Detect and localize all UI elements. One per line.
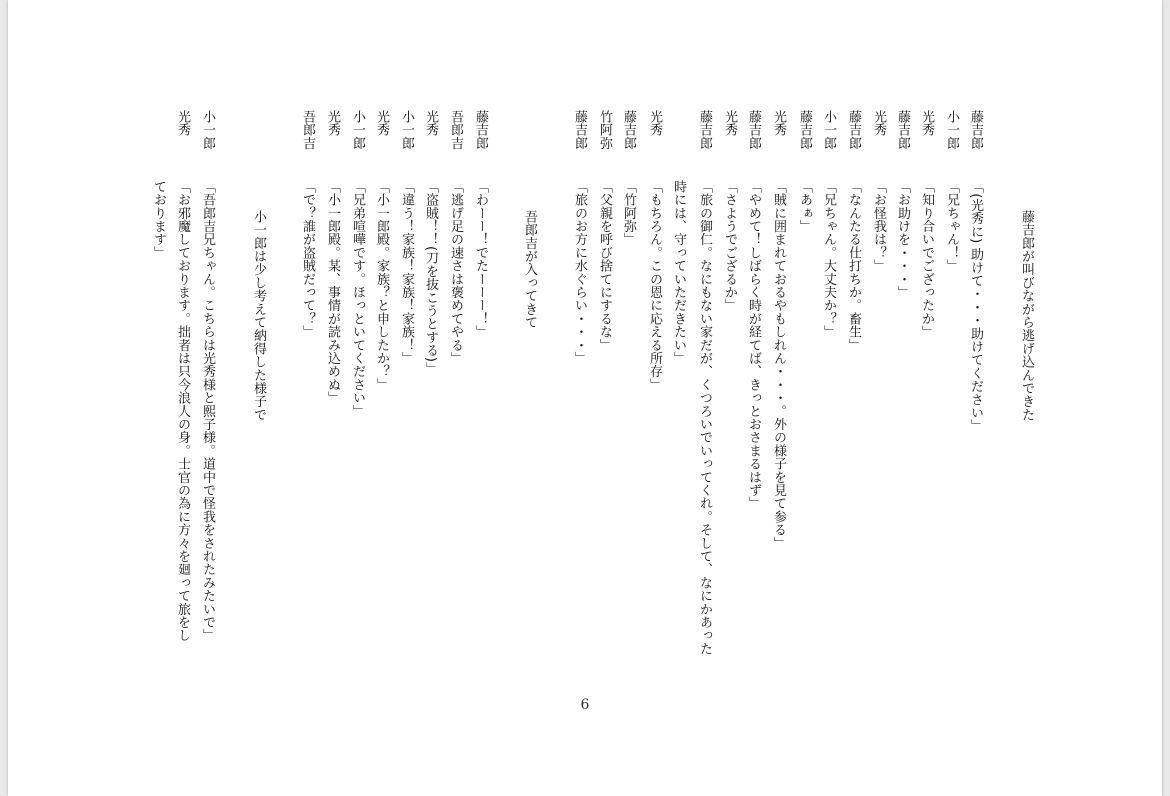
speaker-name: 光秀 — [771, 110, 786, 137]
speaker-name: 藤吉郎 — [746, 110, 761, 150]
dialogue-line: 「小一郎殿。某、事情が読み込めぬ」 — [325, 180, 340, 405]
dialogue-line: 「(光秀に) 助けて・・・助けてください」 — [968, 180, 983, 433]
document-page — [8, 0, 1162, 796]
dialogue-line: 「逃げ足の速さは褒めてやる」 — [448, 180, 463, 365]
dialogue-line: 「お怪我は？」 — [871, 180, 886, 273]
script-body — [8, 0, 1162, 796]
dialogue-line: 「吾郎吉兄ちゃん。こちらは光秀様と熙子様。道中で怪我をされたみたいで」 — [200, 180, 215, 642]
dialogue-line: 「違う！家族！家族！家族！」 — [399, 180, 414, 365]
stage-direction: 藤吉郎が叫びながら逃げ込んできた — [1019, 210, 1034, 422]
speaker-name: 藤吉郎 — [473, 110, 488, 150]
dialogue-line: 「お助けを・・・」 — [895, 180, 910, 299]
speaker-name: 吾郎吉 — [448, 110, 463, 150]
dialogue-line: 「兄弟喧嘩です。ほっといてください」 — [350, 180, 365, 418]
dialogue-line: 「旅の御仁。なにもない家だが、くつろいでいってくれ。そして、なにかあった — [697, 180, 712, 656]
speaker-name: 小一郎 — [200, 110, 215, 150]
speaker-name: 吾郎吉 — [300, 110, 315, 150]
dialogue-line: 「小一郎殿。家族？と申したか？」 — [374, 180, 389, 392]
speaker-name: 藤吉郎 — [797, 110, 812, 150]
speaker-name: 藤吉郎 — [572, 110, 587, 150]
speaker-name: 藤吉郎 — [968, 110, 983, 150]
speaker-name: 光秀 — [647, 110, 662, 137]
stage-direction: 小一郎は少し考えて納得した様子で — [251, 210, 266, 422]
dialogue-line: 「お邪魔しております。拙者は只今浪人の身。士官の為に方々を廻って旅をし — [175, 180, 190, 642]
speaker-name: 藤吉郎 — [846, 110, 861, 150]
speaker-name: 光秀 — [374, 110, 389, 137]
speaker-name: 光秀 — [325, 110, 340, 137]
dialogue-line: 「で？誰が盗賊だって？」 — [300, 180, 315, 339]
dialogue-line: 「わーー！でたーーー！」 — [473, 180, 488, 339]
speaker-name: 光秀 — [175, 110, 190, 137]
dialogue-line: 「父親を呼び捨てにするな」 — [597, 180, 612, 352]
dialogue-line: 「竹阿弥」 — [621, 180, 636, 246]
stage-direction: 吾郎吉が入ってきて — [522, 210, 537, 329]
speaker-name: 光秀 — [871, 110, 886, 137]
dialogue-continuation: 時には、守っていただきたい」 — [671, 180, 686, 365]
dialogue-line: 「兄ちゃん！」 — [944, 180, 959, 273]
dialogue-line: 「やめて！しばらく時が経てば、きっとおさまるはず」 — [746, 180, 761, 510]
dialogue-line: 「盗賊！！(刀を抜こうとする)」 — [423, 180, 438, 376]
dialogue-line: 「さようでござるか」 — [722, 180, 737, 312]
speaker-name: 藤吉郎 — [697, 110, 712, 150]
dialogue-line: 「賊に囲まれておるやもしれん・・・。外の様子を見て参る」 — [771, 180, 786, 550]
dialogue-line: 「もちろん。この恩に応える所存」 — [647, 180, 662, 392]
speaker-name: 小一郎 — [944, 110, 959, 150]
speaker-name: 光秀 — [919, 110, 934, 137]
speaker-name: 光秀 — [722, 110, 737, 137]
speaker-name: 小一郎 — [821, 110, 836, 150]
dialogue-line: 「旅のお方に水ぐらい・・・」 — [572, 180, 587, 365]
dialogue-line: 「なんたる仕打ちか。畜生」 — [846, 180, 861, 352]
page-number: 6 — [580, 697, 590, 713]
speaker-name: 光秀 — [423, 110, 438, 137]
speaker-name: 小一郎 — [399, 110, 414, 150]
dialogue-line: 「兄ちゃん。大丈夫か？」 — [821, 180, 836, 339]
dialogue-line: 「知り合いでござったか」 — [919, 180, 934, 339]
speaker-name: 小一郎 — [350, 110, 365, 150]
speaker-name: 藤吉郎 — [895, 110, 910, 150]
speaker-name: 竹阿弥 — [597, 110, 612, 150]
speaker-name: 藤吉郎 — [621, 110, 636, 150]
dialogue-continuation: ております」 — [151, 180, 166, 260]
dialogue-line: 「あぁ」 — [797, 180, 812, 233]
